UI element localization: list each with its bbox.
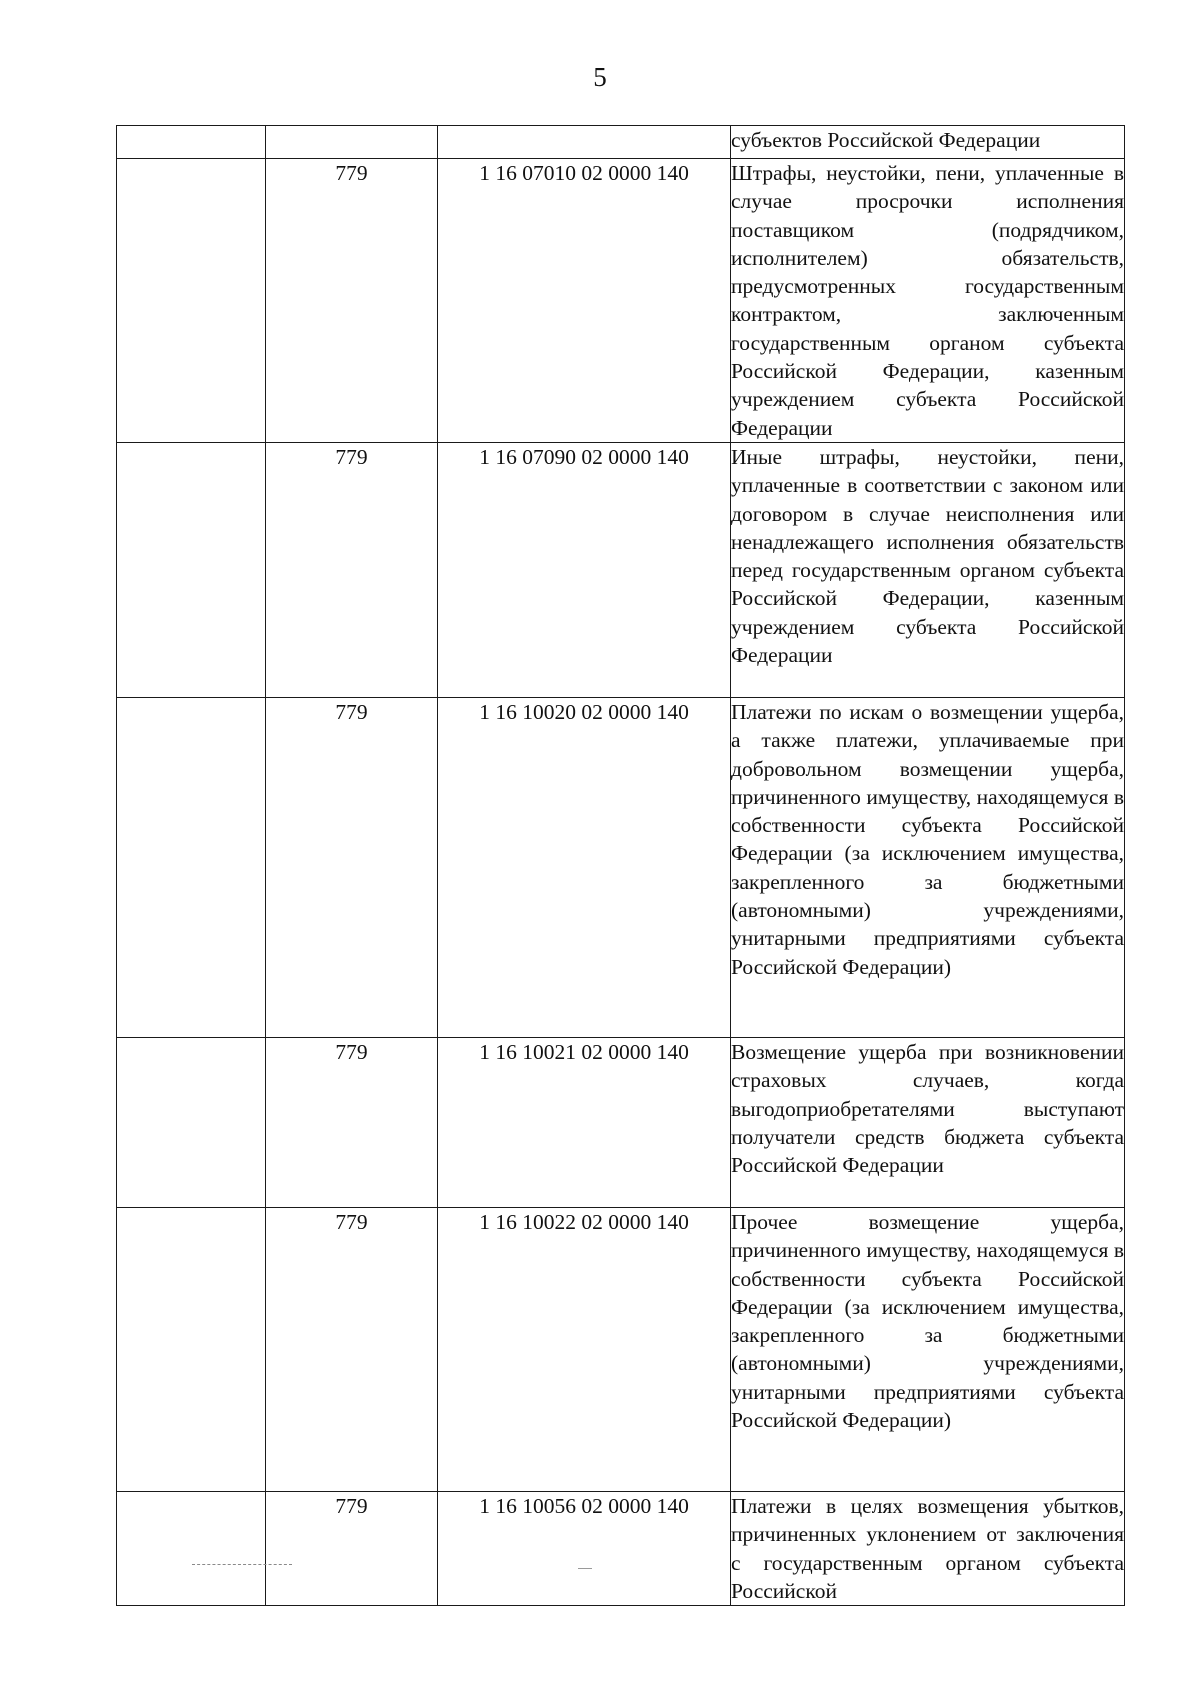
empty-cell bbox=[117, 1037, 266, 1207]
description-cell: Платежи по искам о возмещении ущерба, а также платежи, уплачиваемые при добровольном возмещении ущерба, причиненного имуществу, находящемуся в собственности субъекта Российской Федерации (за исключением имущества, закрепленного за бюджетными (автономными) учреждениями, унитарными предприятиями субъекта Российской Федерации) bbox=[731, 697, 1125, 1037]
admin-code-cell bbox=[266, 126, 438, 159]
table-row bbox=[117, 126, 1125, 159]
description-cell: Платежи в целях возмещения убытков, причиненных уклонением от заключения с государственным органом субъекта Российской bbox=[731, 1491, 1125, 1605]
table-row bbox=[117, 1037, 1125, 1207]
description-cell: Штрафы, неустойки, пени, уплаченные в случае просрочки исполнения поставщиком (подрядчиком, исполнителем) обязательств, предусмотренных государственным контрактом, заключенным государственным органом субъекта Российской Федерации, казенным учреждением субъекта Российской Федерации bbox=[731, 159, 1125, 443]
empty-cell bbox=[117, 1207, 266, 1491]
admin-code-cell: 779 bbox=[266, 1207, 438, 1491]
kbk-code-cell: 1 16 10021 02 0000 140 bbox=[438, 1037, 731, 1207]
admin-code-cell: 779 bbox=[266, 159, 438, 443]
empty-cell bbox=[117, 126, 266, 159]
admin-code-cell: 779 bbox=[266, 1491, 438, 1605]
description-cell: Прочее возмещение ущерба, причиненного имуществу, находящемуся в собственности субъекта Российской Федерации (за исключением имущества, закрепленного за бюджетными (автономными) учреждениями, унитарными предприятиями субъекта Российской Федерации) bbox=[731, 1207, 1125, 1491]
empty-cell bbox=[117, 159, 266, 443]
table-row bbox=[117, 442, 1125, 697]
description-cell: Возмещение ущерба при возникновении страховых случаев, когда выгодоприобретателями выступают получатели средств бюджета субъекта Российской Федерации bbox=[731, 1037, 1125, 1207]
page-number: 5 bbox=[593, 62, 607, 92]
kbk-code-cell bbox=[438, 126, 731, 159]
table-row bbox=[117, 1491, 1125, 1605]
table-row bbox=[117, 697, 1125, 1037]
kbk-code-text: 1 16 10056 02 0000 140 bbox=[479, 1493, 689, 1518]
description-cell: Иные штрафы, неустойки, пени, уплаченные в соответствии с законом или договором в случае неисполнения или ненадлежащего исполнения обязательств перед государственным органом субъекта Российской Федерации, казенным учреждением субъекта Российской Федерации bbox=[731, 442, 1125, 697]
empty-cell bbox=[117, 697, 266, 1037]
kbk-code-cell: 1 16 10022 02 0000 140 bbox=[438, 1207, 731, 1491]
admin-code-cell: 779 bbox=[266, 442, 438, 697]
table-row bbox=[117, 1207, 1125, 1491]
kbk-code-cell: 1 16 07010 02 0000 140 bbox=[438, 159, 731, 443]
kbk-code-cell: 1 16 10020 02 0000 140 bbox=[438, 697, 731, 1037]
kbk-code-cell: 1 16 07090 02 0000 140 bbox=[438, 442, 731, 697]
scan-artifact-line bbox=[192, 1564, 292, 1565]
empty-cell bbox=[117, 442, 266, 697]
table-row bbox=[117, 159, 1125, 443]
admin-code-cell: 779 bbox=[266, 697, 438, 1037]
empty-cell bbox=[117, 1491, 266, 1605]
admin-code-cell: 779 bbox=[266, 1037, 438, 1207]
scan-artifact-dash bbox=[578, 1568, 592, 1569]
kbk-code-cell bbox=[438, 1491, 731, 1605]
budget-classification-table bbox=[116, 125, 1125, 1606]
description-cell: субъектов Российской Федерации bbox=[731, 126, 1125, 159]
